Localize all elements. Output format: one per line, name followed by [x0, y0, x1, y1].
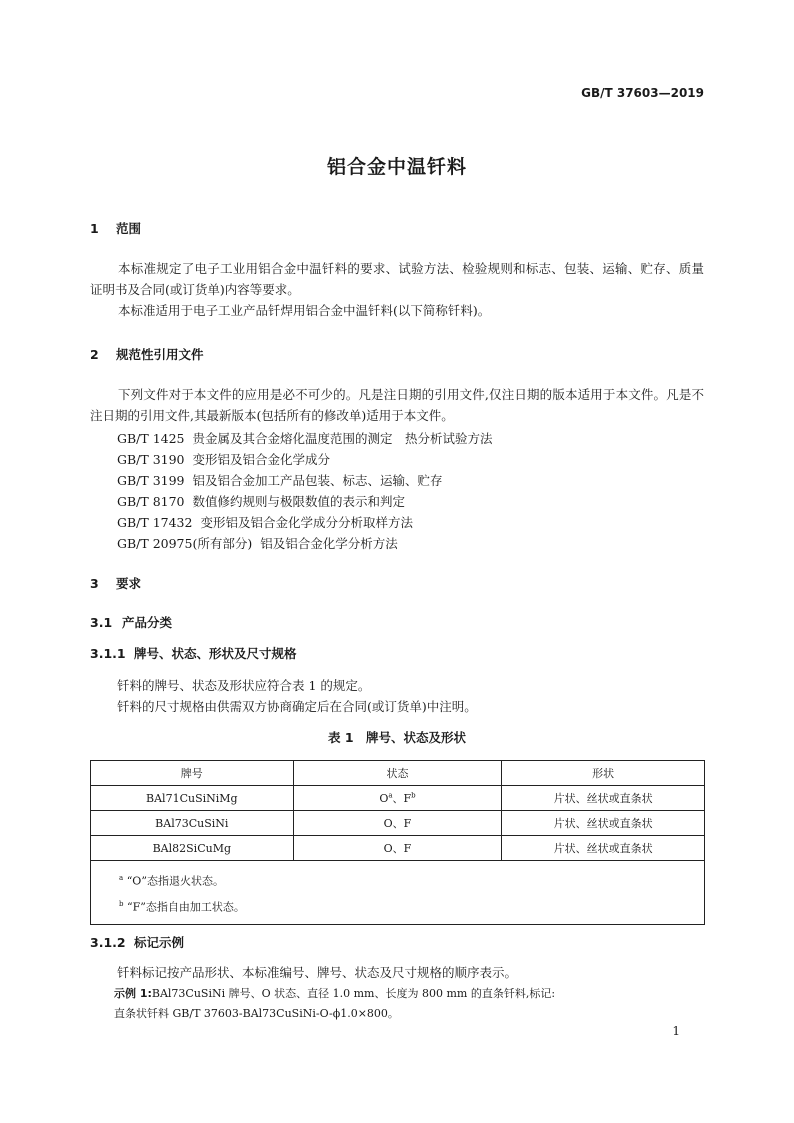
table-footnote — [119, 893, 704, 919]
state-value: 、F — [392, 792, 412, 805]
grade-cell: BAl73CuSiNi — [91, 811, 294, 836]
section-2-paragraph-1: 下列文件对于本文件的应用是必不可少的。凡是注日期的引用文件,仅注日期的版本适用于本文件。凡是不注日期的引用文件,其最新版本(包括所有的修改单)适用于本文件。 — [90, 387, 704, 423]
state-cell: O、F — [293, 836, 502, 861]
section-title: 标记示例 — [134, 935, 185, 950]
example-text: BAl73CuSiNi 牌号、O 状态、直径 1.0 mm、长度为 800 mm 的直条钎料,标记: — [151, 987, 556, 1000]
footnote-mark: a — [119, 874, 124, 882]
reference-item — [117, 513, 413, 531]
section-title: 要求 — [116, 576, 142, 591]
table-row — [91, 836, 705, 861]
section-number: 3.1 — [90, 615, 113, 630]
reference-code: GB/T 3190 — [117, 452, 185, 467]
section-number: 2 — [90, 347, 99, 362]
table-row — [91, 786, 705, 811]
section-3-heading — [90, 574, 141, 592]
section-1-paragraph-1: 本标准规定了电子工业用铝合金中温钎料的要求、试验方法、检验规则和标志、包装、运输、贮存、质量证明书及合同(或订货单)内容等要求。 — [90, 261, 704, 297]
reference-code: GB/T 8170 — [117, 494, 185, 509]
section-number: 3.1.1 — [90, 646, 126, 661]
footnote-mark: a — [388, 791, 393, 800]
page-number: 1 — [672, 1024, 680, 1038]
shape-cell: 片状、丝状或直条状 — [502, 786, 705, 811]
reference-code: GB/T 3199 — [117, 473, 185, 488]
reference-item — [117, 534, 398, 552]
table-footnotes-row — [91, 861, 705, 925]
reference-title: 铝及铝合金加工产品包装、标志、运输、贮存 — [192, 473, 443, 488]
section-1-heading — [90, 219, 141, 237]
footnote-mark: b — [119, 899, 124, 908]
table-footnote — [119, 867, 704, 893]
footnote-text: “O”态指退火状态。 — [126, 874, 224, 888]
reference-title: 数值修约规则与极限数值的表示和判定 — [192, 494, 406, 509]
reference-item — [117, 471, 443, 489]
footnote-mark: b — [411, 791, 416, 800]
section-number: 3 — [90, 576, 99, 591]
footnote-text: “F”态指自由加工状态。 — [126, 900, 245, 914]
reference-code: GB/T 17432 — [117, 515, 193, 530]
table-header-row — [91, 761, 705, 786]
section-title: 产品分类 — [122, 615, 173, 630]
section-2-heading — [90, 345, 204, 363]
reference-item — [117, 492, 405, 510]
reference-code: GB/T 20975(所有部分) — [117, 536, 253, 551]
section-3-1-2-paragraph-1: 钎料标记按产品形状、本标准编号、牌号、状态及尺寸规格的顺序表示。 — [117, 965, 518, 980]
reference-title: 铝及铝合金化学分析方法 — [260, 536, 398, 551]
section-title: 牌号、状态、形状及尺寸规格 — [134, 646, 297, 661]
document-title: 铝合金中温钎料 — [326, 156, 467, 178]
section-3-1-2-heading — [90, 933, 184, 951]
example-marking: 直条状钎料 GB/T 37603-BAl73CuSiNi-O-ϕ1.0×800。 — [114, 1007, 399, 1020]
state-value: O — [379, 792, 389, 805]
standard-code: GB/T 37603—2019 — [581, 86, 704, 100]
section-3-1-heading — [90, 613, 172, 631]
section-title: 范围 — [116, 221, 142, 236]
reference-item — [117, 429, 493, 447]
table-footnotes — [91, 861, 705, 925]
state-cell — [293, 786, 502, 811]
shape-cell: 片状、丝状或直条状 — [502, 836, 705, 861]
section-number: 1 — [90, 221, 99, 236]
state-cell: O、F — [293, 811, 502, 836]
grade-state-shape-table — [90, 760, 705, 925]
table-caption: 表 1 牌号、状态及形状 — [327, 730, 467, 745]
shape-cell: 片状、丝状或直条状 — [502, 811, 705, 836]
section-number: 3.1.2 — [90, 935, 126, 950]
reference-title: 贵金属及其合金熔化温度范围的测定 热分析试验方法 — [192, 431, 493, 446]
table-header-cell: 形状 — [502, 761, 705, 786]
section-3-1-1-heading — [90, 644, 297, 662]
example-label: 示例 1: — [114, 987, 152, 1000]
reference-item — [117, 450, 330, 468]
section-3-1-1-paragraph-1: 钎料的牌号、状态及形状应符合表 1 的规定。 — [117, 678, 371, 693]
grade-cell: BAl71CuSiNiMg — [91, 786, 294, 811]
table-header-cell: 牌号 — [91, 761, 294, 786]
reference-code: GB/T 1425 — [117, 431, 185, 446]
section-3-1-1-paragraph-2: 钎料的尺寸规格由供需双方协商确定后在合同(或订货单)中注明。 — [117, 699, 477, 714]
section-1-paragraph-2: 本标准适用于电子工业产品钎焊用铝合金中温钎料(以下简称钎料)。 — [118, 303, 491, 318]
reference-title: 变形铝及铝合金化学成分 — [192, 452, 331, 467]
reference-title: 变形铝及铝合金化学成分分析取样方法 — [200, 515, 413, 530]
section-title: 规范性引用文件 — [116, 347, 204, 362]
table-header-cell: 状态 — [293, 761, 502, 786]
grade-cell: BAl82SiCuMg — [91, 836, 294, 861]
table-row — [91, 811, 705, 836]
example-line — [114, 985, 555, 1001]
